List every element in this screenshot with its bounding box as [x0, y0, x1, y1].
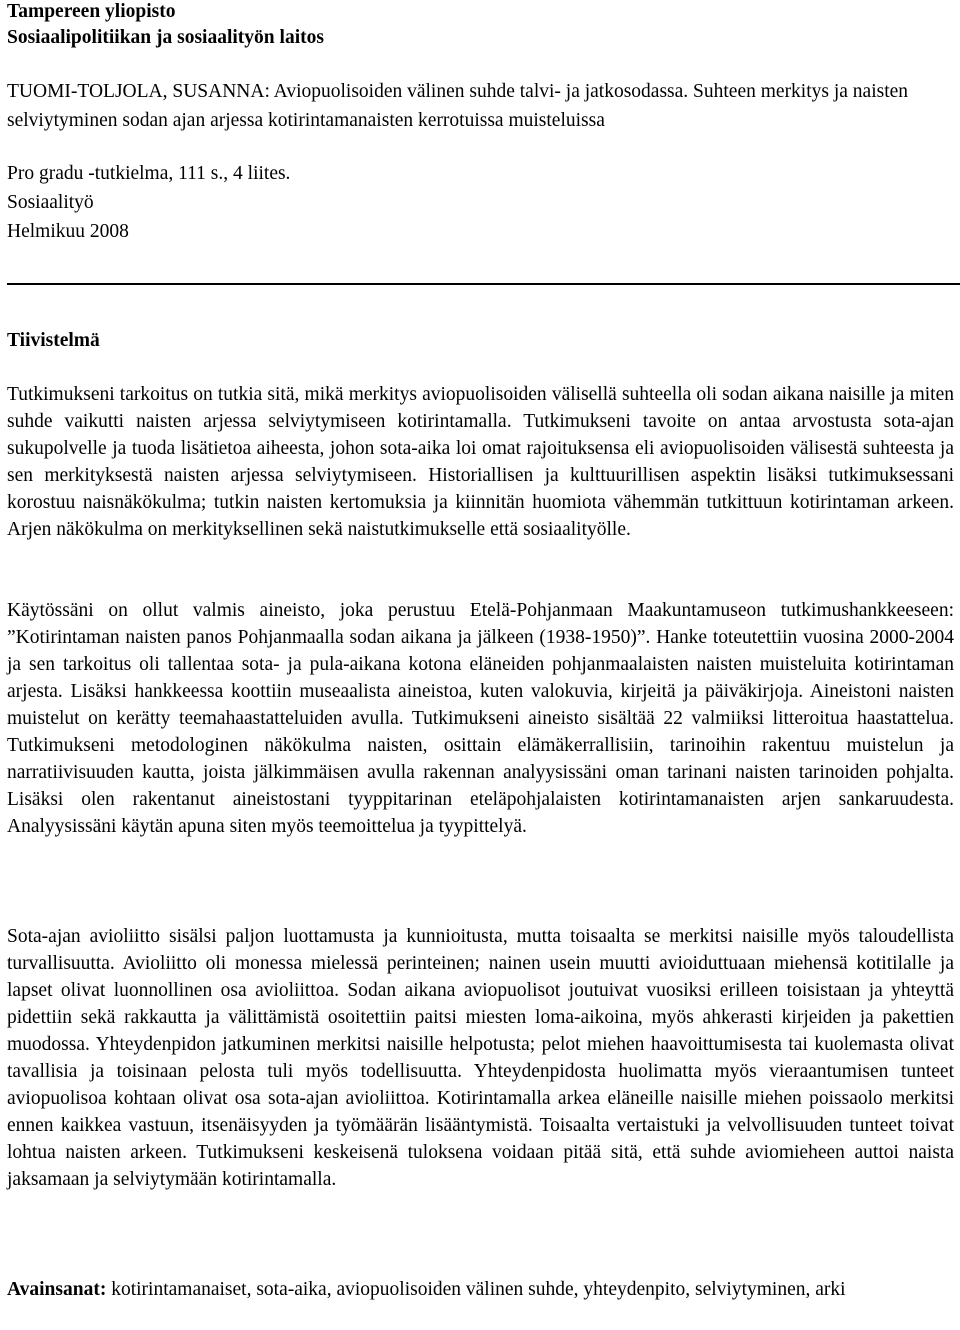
department-name: Sosiaalipolitiikan ja sosiaalityön laitos — [7, 27, 324, 48]
keywords-value: kotirintamanaiset, sota-aika, aviopuolisoiden välinen suhde, yhteydenpito, selviytyminen, arki — [111, 1279, 846, 1300]
document-page — [7, 0, 954, 1300]
university-name: Tampereen yliopisto — [7, 1, 176, 22]
abstract-paragraph: Käytössäni on ollut valmis aineisto, joka perustuu Etelä-Pohjanmaan Maakuntamuseon tutkimushankkeeseen: ”Kotirintaman naisten panos Pohjanmaalla sodan aikana ja jälkeen (1938-1950)”. Hanke toteutettiin vuosina 2000-2004 ja sen tarkoitus oli tallentaa sota- ja pula-aikana kotona eläneiden pohjanmaalaisten naisten muisteluita kotirintaman arjesta. Lisäksi hankkeessa koottiin museaalista aineistoa, kuten valokuvia, kirjeitä ja päiväkirjoja. Aineistoni naisten muistelut on kerätty teemahaastatteluiden avulla. Tutkimukseni aineisto sisältää 22 valmiiksi litteroitua haastattelua. Tutkimukseni metodologinen näkökulma naisten, osittain elämäkerrallisiin, tarinoihin rakentuu muistelun ja narratiivisuuden kautta, joista jälkimmäisen avulla rakennan analyysissäni oman tarinani naisten tarinoiden pohjalta. Lisäksi olen rakentanut aineistostani tyyppitarinan eteläpohjalaisten kotirintamanaisten arjen sankaruudesta. Analyysissäni käytän apuna siten myös teemoittelua ja tyypittelyä. — [7, 600, 954, 837]
abstract-paragraph: Tutkimukseni tarkoitus on tutkia sitä, mikä merkitys aviopuolisoiden välisellä suhteella oli sodan aikana naisille ja miten suhde vaikutti naisten arjessa selviytymiseen kotirintamalla. Tutkimukseni tavoite on antaa arvostusta sota-ajan sukupolvelle ja tuoda lisätietoa aiheesta, johon sota-aika loi omat rajoituksensa eli aviopuolisoiden välisestä suhteesta ja sen merkityksestä naisten arjessa selviytymiseen. Historiallisen ja kulttuurillisen aspektin lisäksi tutkimuksessani korostuu naisnäkökulma; tutkin naisten kertomuksia ja kiinnitän huomiota vähemmän tutkittuun kotirintaman arkeen. Arjen näkökulma on merkityksellinen sekä naistutkimukselle että sosiaalityölle. — [7, 384, 954, 540]
abstract-paragraph: Sota-ajan avioliitto sisälsi paljon luottamusta ja kunnioitusta, mutta toisaalta se merkitsi naisille myös taloudellista turvallisuutta. Avioliitto oli monessa mielessä perinteinen; nainen usein muutti avioiduttuaan miehensä kotitilalle ja lapset olivat luonnollinen osa avioliittoa. Sodan aikana aviopuolisot joutuivat vuosiksi erilleen toisistaan ja yhteyttä pidettiin sekä rakkautta ja välittämistä osoitettiin paitsi miesten loma-aikoina, myös ahkerasti kirjeiden ja pakettien muodossa. Yhteydenpidon jatkuminen merkitsi naisille helpotusta; pelot miehen haavoittumisesta tai kuolemasta olivat tavallisia ja toisinaan pelosta tuli myös todellisuutta. Yhteydenpidosta huolimatta myös vieraantumisen tunteet aviopuolisoa kohtaan olivat osa sota-ajan avioliittoa. Kotirintamalla arkea eläneille naisille miehen poissaolo merkitsi ennen kaikkea vastuun, itsenäisyyden ja työmäärän lisääntymistä. Toisaalta vertaistuki ja velvollisuuden tunteet toivat lohtua naisten arkeen. Tutkimukseni keskeisenä tuloksena voidaan pitää sitä, että suhde aviomieheen auttoi naista jaksamaan ja selviytymään kotirintamalla. — [7, 926, 954, 1190]
abstract-heading: Tiivistelmä — [7, 330, 100, 351]
keywords-label: Avainsanat: — [7, 1279, 107, 1300]
thesis-title: TUOMI-TOLJOLA, SUSANNA: Aviopuolisoiden välinen suhde talvi- ja jatkosodassa. Suhteen merkitys ja naisten selviytyminen sodan ajan arjessa kotirintamanaisten kerrotuissa muisteluissa — [7, 81, 909, 131]
thesis-major: Sosiaalityö — [7, 192, 94, 213]
keywords-line — [7, 1276, 954, 1303]
thesis-type-pages: Pro gradu -tutkielma, 111 s., 4 liites. — [7, 163, 291, 184]
horizontal-divider — [7, 283, 960, 285]
thesis-date: Helmikuu 2008 — [7, 221, 129, 242]
